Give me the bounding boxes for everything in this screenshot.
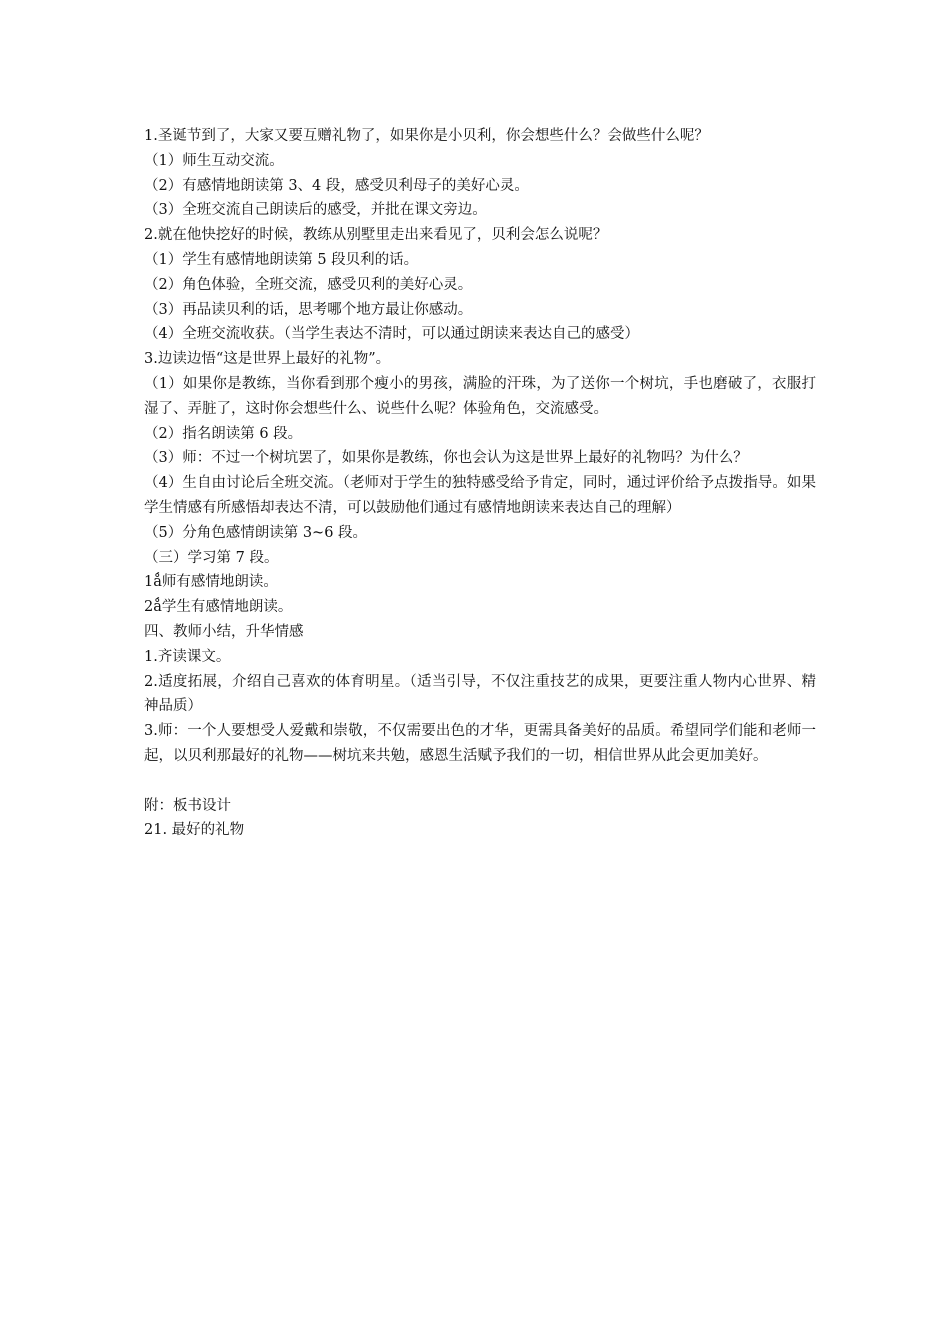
appendix-heading: 附：板书设计 xyxy=(144,797,231,814)
list-item: 1.齐读课文。 xyxy=(144,648,231,665)
document-body xyxy=(144,124,816,843)
list-item: （3）师：不过一个树坑罢了，如果你是教练，你也会认为这是世界上最好的礼物吗？为什么？ xyxy=(144,450,748,467)
section-heading: （三）学习第 7 段。 xyxy=(144,549,279,566)
list-item: 1ǻ师有感情地朗读。 xyxy=(144,574,278,591)
list-item: （3）全班交流自己朗读后的感受，并批在课文旁边。 xyxy=(144,202,487,219)
list-item: （3）再品读贝利的话，思考哪个地方最让你感动。 xyxy=(144,301,473,318)
list-item: （5）分角色感情朗读第 3~6 段。 xyxy=(144,524,368,541)
paragraph-heading-1: 1.圣诞节到了，大家又要互赠礼物了，如果你是小贝利，你会想些什么？会做些什么呢？ xyxy=(144,128,709,144)
list-item: （4）生自由讨论后全班交流。（老师对于学生的独特感受给予肯定，同时，通过评价给予点拨指导。如果学生情感有所感悟却表达不清，可以鼓励他们通过有感情地朗读来表达自己的理解） xyxy=(144,475,816,516)
list-item: （1）如果你是教练，当你看到那个瘦小的男孩，满脸的汗珠，为了送你一个树坑，手也磨破了，衣服打湿了、弄脏了，这时你会想些什么、说些什么呢？体验角色，交流感受。 xyxy=(144,375,816,417)
list-item: （2）指名朗读第 6 段。 xyxy=(144,425,303,442)
list-item: （1）学生有感情地朗读第 5 段贝利的话。 xyxy=(144,251,419,268)
list-item: （2）角色体验，全班交流，感受贝利的美好心灵。 xyxy=(144,276,473,293)
list-item: 2.适度拓展，介绍自己喜欢的体育明星。（适当引导，不仅注重技艺的成果，更要注重人物内心世界、精神品质） xyxy=(144,673,816,715)
paragraph-heading-2: 2.就在他快挖好的时候，教练从别墅里走出来看见了，贝利会怎么说呢？ xyxy=(144,227,608,244)
section-heading: 四、教师小结，升华情感 xyxy=(144,623,304,640)
list-item: （4）全班交流收获。（当学生表达不清时，可以通过朗读来表达自己的感受） xyxy=(144,326,639,343)
blank-line xyxy=(144,769,816,794)
list-item: （1）师生互动交流。 xyxy=(144,152,284,169)
list-item: （2）有感情地朗读第 3、4 段，感受贝利母子的美好心灵。 xyxy=(144,177,529,194)
paragraph-heading-3: 3.边读边悟“这是世界上最好的礼物”。 xyxy=(144,351,391,368)
list-item: 3.师：一个人要想受人爱戴和崇敬，不仅需要出色的才华，更需具备美好的品质。希望同学们能和老师一起，以贝利那最好的礼物——树坑来共勉，感恩生活赋予我们的一切，相信世界从此会更加美好。 xyxy=(144,723,816,764)
board-design-title: 21. 最好的礼物 xyxy=(144,822,245,839)
list-item: 2ǻ学生有感情地朗读。 xyxy=(144,599,293,616)
